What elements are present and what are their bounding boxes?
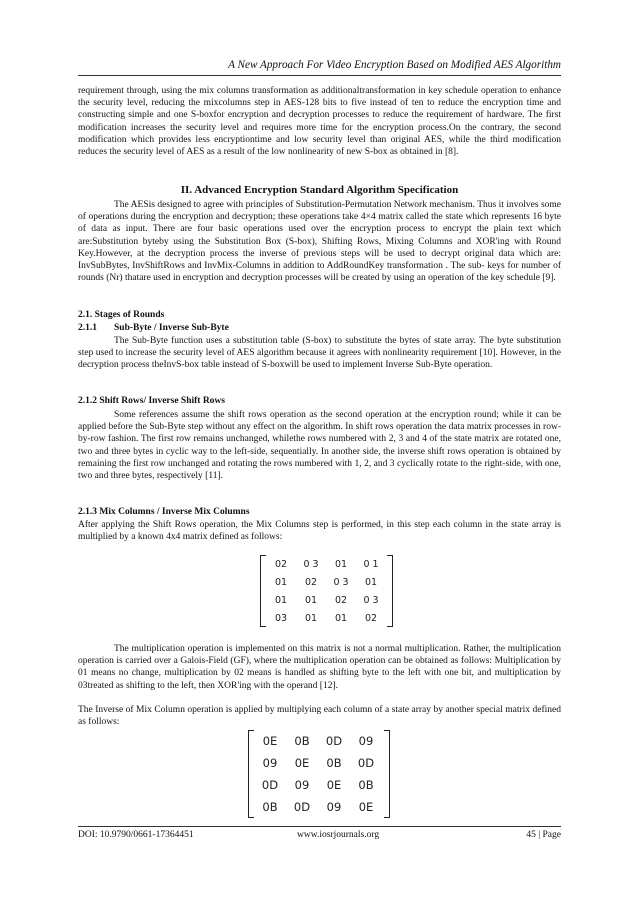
footer-divider [78, 826, 561, 827]
matrix-cell: 0 3 [303, 558, 319, 570]
stages-heading: 2.1. Stages of Rounds [78, 310, 165, 320]
matrix-row [266, 555, 386, 573]
matrix-row [254, 796, 382, 818]
matrix-cell: 01 [334, 558, 348, 570]
matrix-cell: 0 1 [363, 558, 379, 570]
section-paragraph: The AESis designed to agree with principles of Substitution-Permutation Network mechanism. Thus it involves some of operations during the encryption and decryption; these operations take 4×4 matrix called the state which represents 16 byte of data as input. There are four basic operations used over the encryption process to encrypt the plain text which are:Substitution byteby using the Substitution Box (S-box), Shifting Rows, Mixing Columns and XOR'ing with Round Key.However, at the decryption process the inverse of previous steps will be used to decrypt original data which are: InvSubBytes, InvShiftRows and InvMix-Columns in addition to AddRoundKey transformation . The sub- keys for number of rounds (Nr) thatare used in encryption and decryption processes will be created by using an operation of the key schedule [9]. [78, 200, 561, 284]
footer-site: www.iosrjournals.org [297, 830, 380, 840]
matrix-row [254, 752, 382, 774]
matrix-row [254, 730, 382, 752]
matrix-cell: 09 [294, 778, 310, 792]
matrix-cell: 09 [358, 734, 374, 748]
matrix-bracket-right [387, 555, 393, 627]
matrix-cell: 0B [326, 756, 342, 770]
matrix-cell: 0D [325, 734, 343, 748]
matrix-row [266, 573, 386, 591]
matrix-cell: 01 [274, 576, 288, 588]
matrix-cell: 01 [304, 594, 318, 606]
matrix-cell: 0E [326, 778, 342, 792]
matrix-cell: 01 [364, 576, 378, 588]
matrix-cell: 02 [334, 594, 348, 606]
inv-mix-matrix-table [254, 730, 382, 818]
matrix-cell: 0E [262, 734, 278, 748]
subbyte-heading-text: Sub-Byte / Inverse Sub-Byte [114, 323, 229, 333]
matrix-row [254, 774, 382, 796]
subbyte-paragraph: The Sub-Byte function uses a substitution table (S-box) to substitute the bytes of state array. The byte substitution step used to increase the security level of AES algorithm because it agrees with nonlinearity requirement [10]. However, in the decryption process theInvS-box table instead of S-boxwill be used to implement Inverse Sub-Byte operation. [78, 336, 561, 371]
mix-matrix-table [266, 555, 386, 627]
intro-paragraph: requirement through, using the mix columns transformation as additionaltransformation in key schedule operation to enhance the security level, reducing the mixcolumns step in AES-128 bits to five instead of ten to reduce the encryption time and constructing simple and one S-boxfor encryption and decryption processes to reduce the requirement of hardware. The first modification increases the security level and requires more time for the encryption process.On the contrary, the second modification which provides less encryptiontime and low security level than original AES, while the third modification reduces the security level of AES as a result of the low nonlinearity of new S-box as obtained in [8]. [78, 86, 561, 158]
matrix-cell: 0 3 [363, 594, 379, 606]
mixcolumns-paragraph: After applying the Shift Rows operation, the Mix Columns step is performed, in this step each column in the state array is multiplied by a known 4x4 matrix defined as follows: [78, 520, 561, 543]
matrix-cell: 02 [304, 576, 318, 588]
matrix-cell: 02 [274, 558, 288, 570]
matrix-cell: 0B [294, 734, 310, 748]
matrix-cell: 09 [262, 756, 278, 770]
mix-columns-matrix [260, 555, 393, 627]
section-title: II. Advanced Encryption Standard Algorithm Specification [180, 184, 459, 196]
matrix-cell: 02 [364, 612, 378, 624]
matrix-cell: 0D [357, 756, 375, 770]
mixcolumns-heading: 2.1.3 Mix Columns / Inverse Mix Columns [78, 507, 250, 517]
matrix-cell: 0 3 [333, 576, 349, 588]
matrix-cell: 01 [334, 612, 348, 624]
matrix-row [266, 591, 386, 609]
footer-doi: DOI: 10.9790/0661-17364451 [78, 830, 194, 840]
matrix-cell: 09 [326, 800, 342, 814]
running-header: A New Approach For Video Encryption Based on Modified AES Algorithm [228, 59, 561, 71]
matrix-cell: 0B [262, 800, 278, 814]
multiplication-paragraph: The multiplication operation is implemented on this matrix is not a normal multiplication. Rather, the multiplication operation is carried over a Galois-Field (GF), where the multiplication operation can be obtained as follows: Multiplication by 01 means no change, multiplication by 02 means is handled as shifting byte to the left with one bit, and multiplication by 03treated as shifting to the left, then XOR'ing with the operand [12]. [78, 644, 561, 691]
matrix-row [266, 609, 386, 627]
header-divider [78, 75, 561, 76]
inverse-mix-columns-matrix [248, 730, 390, 818]
footer-page-number: 45 | Page [526, 830, 561, 840]
matrix-cell: 0D [261, 778, 279, 792]
matrix-cell: 01 [274, 594, 288, 606]
matrix-cell: 01 [304, 612, 318, 624]
subbyte-number: 2.1.1 [78, 323, 97, 333]
subbyte-heading [78, 323, 229, 333]
matrix-cell: 0D [293, 800, 311, 814]
shiftrows-paragraph: Some references assume the shift rows operation as the second operation at the encryption round; while it can be applied before the Sub-Byte step without any effect on the algorithm. In shift rows operation the data matrix processes in row-by-row fashion. The first row remains unchanged, whilethe rows numbered with 2, 3 and 4 of the state matrix are rotated one, two and three bytes in cyclic way to the left-side, sequentially. In another side, the inverse shift rows operation is obtained by remaining the first row unchanged and rotating the rows numbered with 1, 2, and 3 cyclically rotate to the right-side, with one, two and three bytes, respectively [11]. [78, 410, 561, 482]
matrix-bracket-right [384, 730, 390, 818]
matrix-cell: 0B [358, 778, 374, 792]
matrix-cell: 03 [274, 612, 288, 624]
shiftrows-heading: 2.1.2 Shift Rows/ Inverse Shift Rows [78, 396, 225, 406]
matrix-cell: 0E [358, 800, 374, 814]
matrix-cell: 0E [294, 756, 310, 770]
inverse-paragraph: The Inverse of Mix Column operation is applied by multiplying each column of a state array by another special matrix defined as follows: [78, 705, 561, 728]
